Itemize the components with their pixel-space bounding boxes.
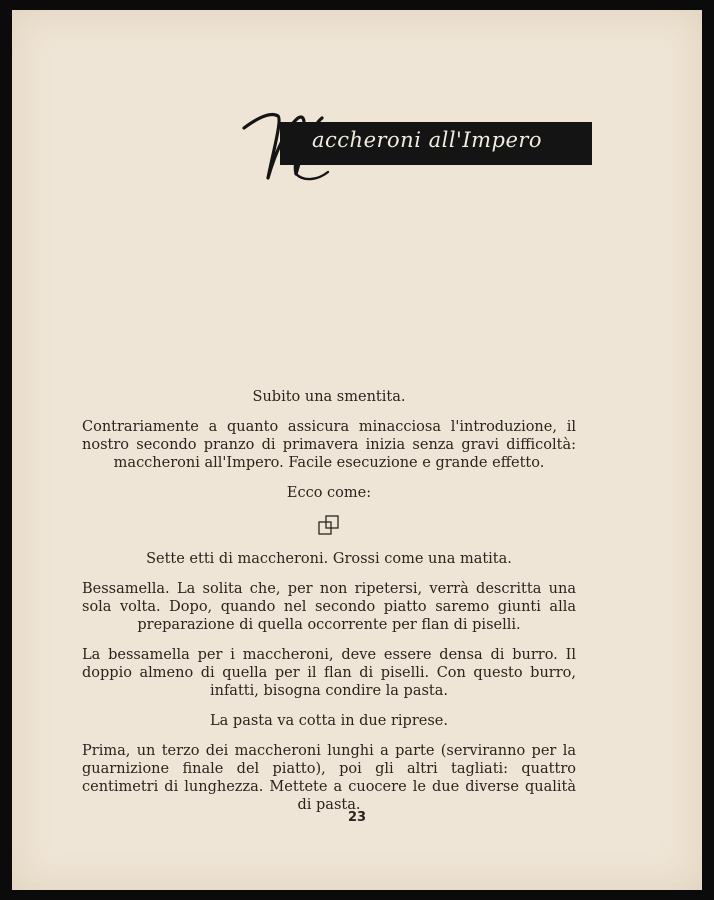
overlapping-squares-icon: [317, 514, 341, 538]
paragraph-2: Contrariamente a quanto assicura minacciosa l'introduzione, il nostro secondo pranzo di primavera inizia senza gravi difficoltà: maccheroni all'Impero. Facile esecuzione e grande effetto.: [82, 419, 576, 471]
paragraph-7: La pasta va cotta in due riprese.: [210, 713, 448, 729]
recipe-body: [82, 388, 576, 826]
book-page: [12, 10, 702, 890]
chapter-title: [232, 102, 592, 192]
paragraph-1: Subito una smentita.: [252, 389, 406, 405]
paragraph-4: Sette etti di maccheroni. Grossi come una matita.: [146, 551, 512, 567]
title-text: accheroni all'Impero: [312, 128, 543, 152]
paragraph-6: La bessamella per i maccheroni, deve essere densa di burro. Il doppio almeno di quella per il flan di piselli. Con questo burro, infatti, bisogna condire la pasta.: [82, 647, 576, 699]
paragraph-3: Ecco come:: [286, 485, 372, 501]
paragraph-5: Bessamella. La solita che, per non ripetersi, verrà descritta una sola volta. Dopo, quando nel secondo piatto saremo giunti alla preparazione di quella occorrente per flan di piselli.: [82, 581, 576, 633]
paragraph-8: Prima, un terzo dei maccheroni lunghi a parte (serviranno per la guarnizione finale del piatto), poi gli altri tagliati: quattro centimetri di lunghezza. Mettete a cuocere le due diverse qualità di pasta.: [82, 743, 576, 813]
page-number: 23: [347, 810, 367, 825]
